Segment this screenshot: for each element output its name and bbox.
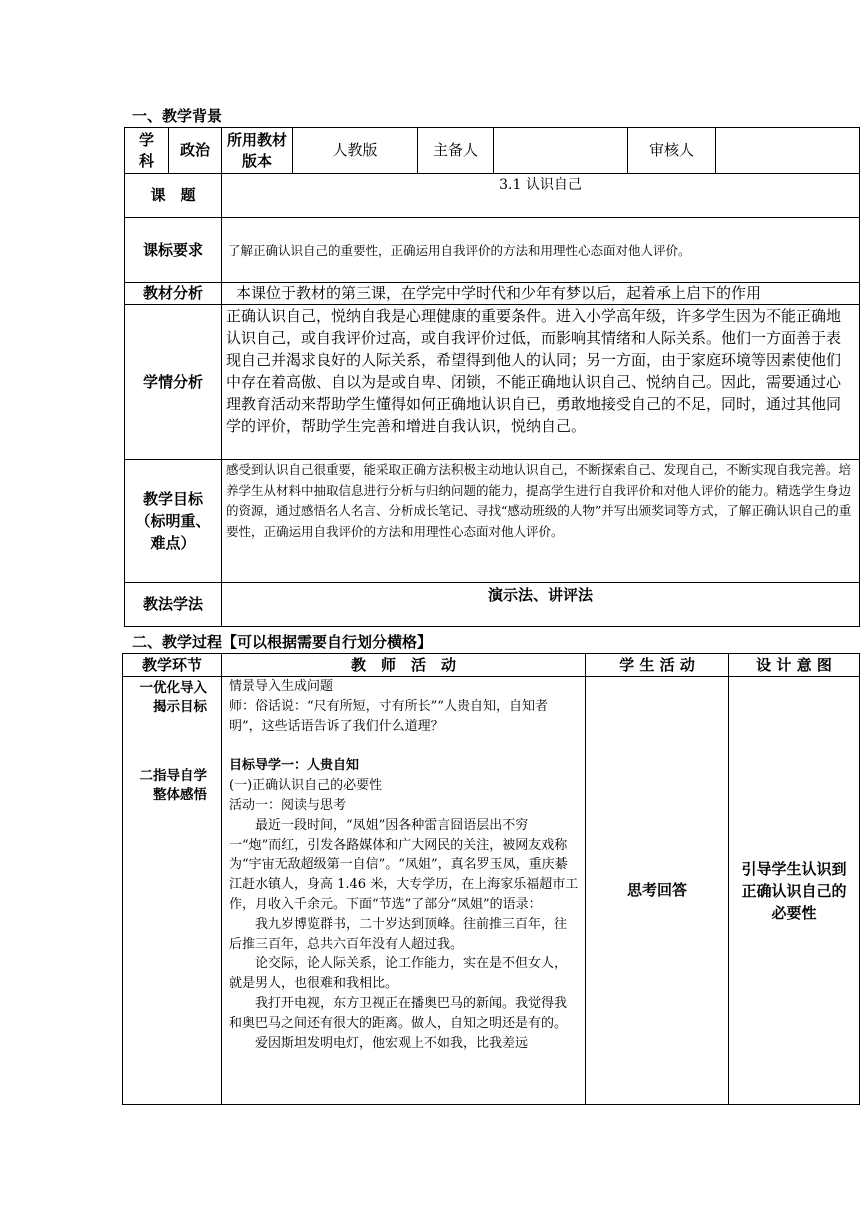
topic-label: 课 题	[125, 174, 222, 218]
goal-heading: 目标导学一：人贵自知	[229, 758, 360, 774]
header-design: 设 计 意 图	[729, 654, 860, 677]
step2-line1: 二指导自学	[139, 768, 207, 784]
textbook-label: 所用教材版本	[222, 128, 293, 174]
goals-value: 感受到认识自己很重要，能采取正确方法积极主动地认识自己，不断探索自己、发现自己，不断实现自我完善。培养学生从材料中抽取信息进行分析与归纳问题的能力，提高学生进行自我评价和对他人评价的能力。精选学生身边的资源，通过感悟名人名言、分析成长笔记、寻找“感动班级的人物”并写出颁奖词等方式，了解正确认识自己的重要性，正确运用自我评价的方法和用理性心态面对他人评价。	[222, 460, 860, 583]
analysis-value: 本课位于教材的第三课，在学完中学时代和少年有梦以后，起着承上启下的作用	[222, 283, 860, 305]
design-intent: 引导学生认识到正确认识自己的必要性	[729, 677, 860, 1105]
student-activity: 思考回答	[586, 677, 729, 1105]
reading-paragraph-2: 我九岁博览群书，二十岁达到顶峰。往前推三百年，往后推三百年，总共六百年没有人超过我。	[229, 916, 568, 952]
step1-line1: 一优化导入	[139, 680, 207, 696]
subject-value: 政治	[169, 128, 222, 174]
analysis-label: 教材分析	[125, 283, 222, 305]
activity-heading: 活动一：阅读与思考	[229, 797, 347, 813]
textbook-value: 人教版	[293, 128, 418, 174]
preparer-label: 主备人	[418, 128, 494, 174]
method-value: 演示法、讲评法	[222, 583, 860, 627]
step-cell	[123, 677, 222, 1105]
step2-line2: 整体感悟	[153, 787, 207, 803]
reviewer-value	[716, 128, 860, 174]
background-table	[124, 127, 860, 627]
subject-label: 学科	[125, 128, 169, 174]
students-value: 正确认识自己，悦纳自我是心理健康的重要条件。进入小学高年级，许多学生因为不能正确地认识自己，或自我评价过高，或自我评价过低，而影响其情绪和人际关系。他们一方面善于表现自己并渴求良好的人际关系，希望得到他人的认同；另一方面，由于家庭环境等因素使他们中存在着高傲、自以为是或自卑、闭锁，不能正确地认识自己、悦纳自己。因此，需要通过心理教育活动来帮助学生懂得如何正确地认识自已，勇敢地接受自己的不足，同时，通过其他同学的评价，帮助学生完善和增进自我认识，悦纳自己。	[222, 305, 860, 460]
subsection-heading: (一)正确认识自己的必要性	[229, 778, 383, 794]
goals-label: 教学目标 （标明重、 难点）	[125, 460, 222, 583]
reading-paragraph-3: 论交际，论人际关系，论工作能力，实在是不但女人，就是男人，也很难和我相比。	[229, 956, 568, 992]
reading-paragraph-4: 我打开电视，东方卫视正在播奥巴马的新闻。我觉得我和奥巴马之间还有很大的距离。做人，自知之明还是有的。	[229, 995, 568, 1031]
standard-label: 课标要求	[125, 218, 222, 283]
header-step: 教学环节	[123, 654, 222, 677]
standard-value: 了解正确认识自己的重要性，正确运用自我评价的方法和用理性心态面对他人评价。	[222, 218, 860, 283]
step1-line2: 揭示目标	[153, 699, 207, 715]
teacher-activity	[222, 677, 586, 1105]
reading-paragraph-5: 爱因斯坦发明电灯，他宏观上不如我，比我差远	[255, 1035, 529, 1051]
section-title-process: 二、教学过程【可以根据需要自行划分横格】	[132, 633, 433, 651]
topic-value: 3.1 认识自己	[222, 174, 860, 218]
process-table	[122, 653, 860, 1105]
section-title-background: 一、教学背景	[132, 107, 223, 125]
preparer-value	[494, 128, 628, 174]
intro-line: 情景导入生成问题	[229, 679, 334, 694]
reviewer-label: 审核人	[628, 128, 716, 174]
teacher-question: 师：俗话说：“尺有所短，寸有所长”“人贵自知，自知者明”，这些话语告诉了我们什么道理？	[229, 698, 548, 734]
reading-paragraph-1: 最近一段时间，“凤姐”因各种雷言囧语层出不穷一“炮”而红，引发各路媒体和广大网民的关注，被网友戏称为“宇宙无敌超级第一自信”。“凤姐”，真名罗玉凤，重庆綦江赶水镇人，身高 1.46 米，大专学历，在上海家乐福超市工作，月收入千余元。下面“节选”了部分“凤姐”的语录：	[229, 817, 579, 912]
students-label: 学情分析	[125, 305, 222, 460]
header-student: 学 生 活 动	[586, 654, 729, 677]
method-label: 教法学法	[125, 583, 222, 627]
header-teacher: 教 师 活 动	[222, 654, 586, 677]
